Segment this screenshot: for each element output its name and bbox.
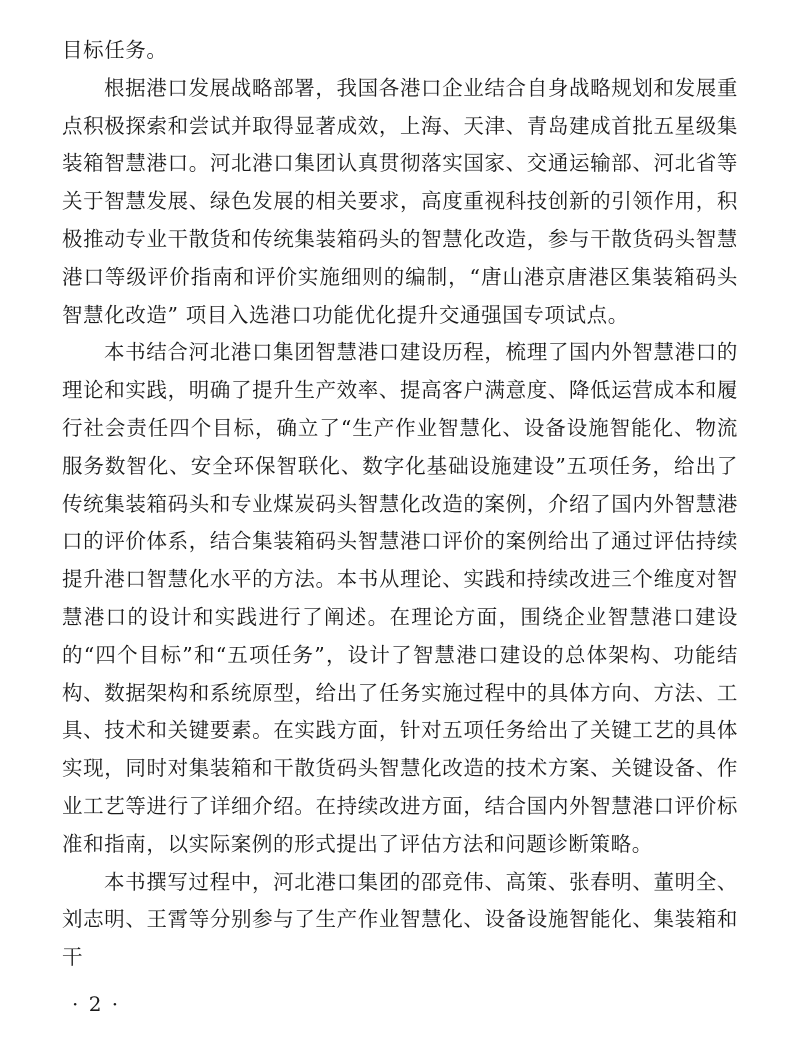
paragraph-book-overview: 本书结合河北港口集团智慧港口建设历程，梳理了国内外智慧港口的理论和实践，明确了提升生产效率、提高客户满意度、降低运营成本和履行社会责任四个目标，确立了“生产作业智慧化、设备设施智能化、物流服务数智化、安全环保智联化、数字化基础设施建设”五项任务，给出了传统集装箱码头和专业煤炭码头智慧化改造的案例，介绍了国内外智慧港口的评价体系，结合集装箱码头智慧港口评价的案例给出了通过评估持续提升港口智慧化水平的方法。本书从理论、实践和持续改进三个维度对智慧港口的设计和实践进行了阐述。在理论方面，围绕企业智慧港口建设的“四个目标”和“五项任务”，设计了智慧港口建设的总体架构、功能结构、数据架构和系统原型，给出了任务实施过程中的具体方向、方法、工具、技术和关键要素。在实践方面，针对五项任务给出了关键工艺的具体实现，同时对集装箱和干散货码头智慧化改造的技术方案、关键设备、作业工艺等进行了详细介绍。在持续改进方面，结合国内外智慧港口评价标准和指南，以实际案例的形式提出了评估方法和问题诊断策略。: [62, 340, 738, 856]
paragraph-contributors: 本书撰写过程中，河北港口集团的邵竞伟、高策、张春明、董明全、刘志明、王霄等分别参与了生产作业智慧化、设备设施智能化、集装箱和干: [62, 869, 738, 970]
page-number: · 2 ·: [72, 992, 121, 1016]
body-text: [62, 32, 738, 977]
paragraph-continuation: 目标任务。: [62, 38, 168, 62]
paragraph-port-strategy: 根据港口发展战略部署，我国各港口企业结合自身战略规划和发展重点积极探索和尝试并取得显著成效，上海、天津、青岛建成首批五星级集装箱智慧港口。河北港口集团认真贯彻落实国家、交通运输部、河北省等关于智慧发展、绿色发展的相关要求，高度重视科技创新的引领作用，积极推动专业干散货和传统集装箱码头的智慧化改造，参与干散货码头智慧港口等级评价指南和评价实施细则的编制，“唐山港京唐港区集装箱码头智慧化改造” 项目入选港口功能优化提升交通强国专项试点。: [62, 75, 738, 327]
